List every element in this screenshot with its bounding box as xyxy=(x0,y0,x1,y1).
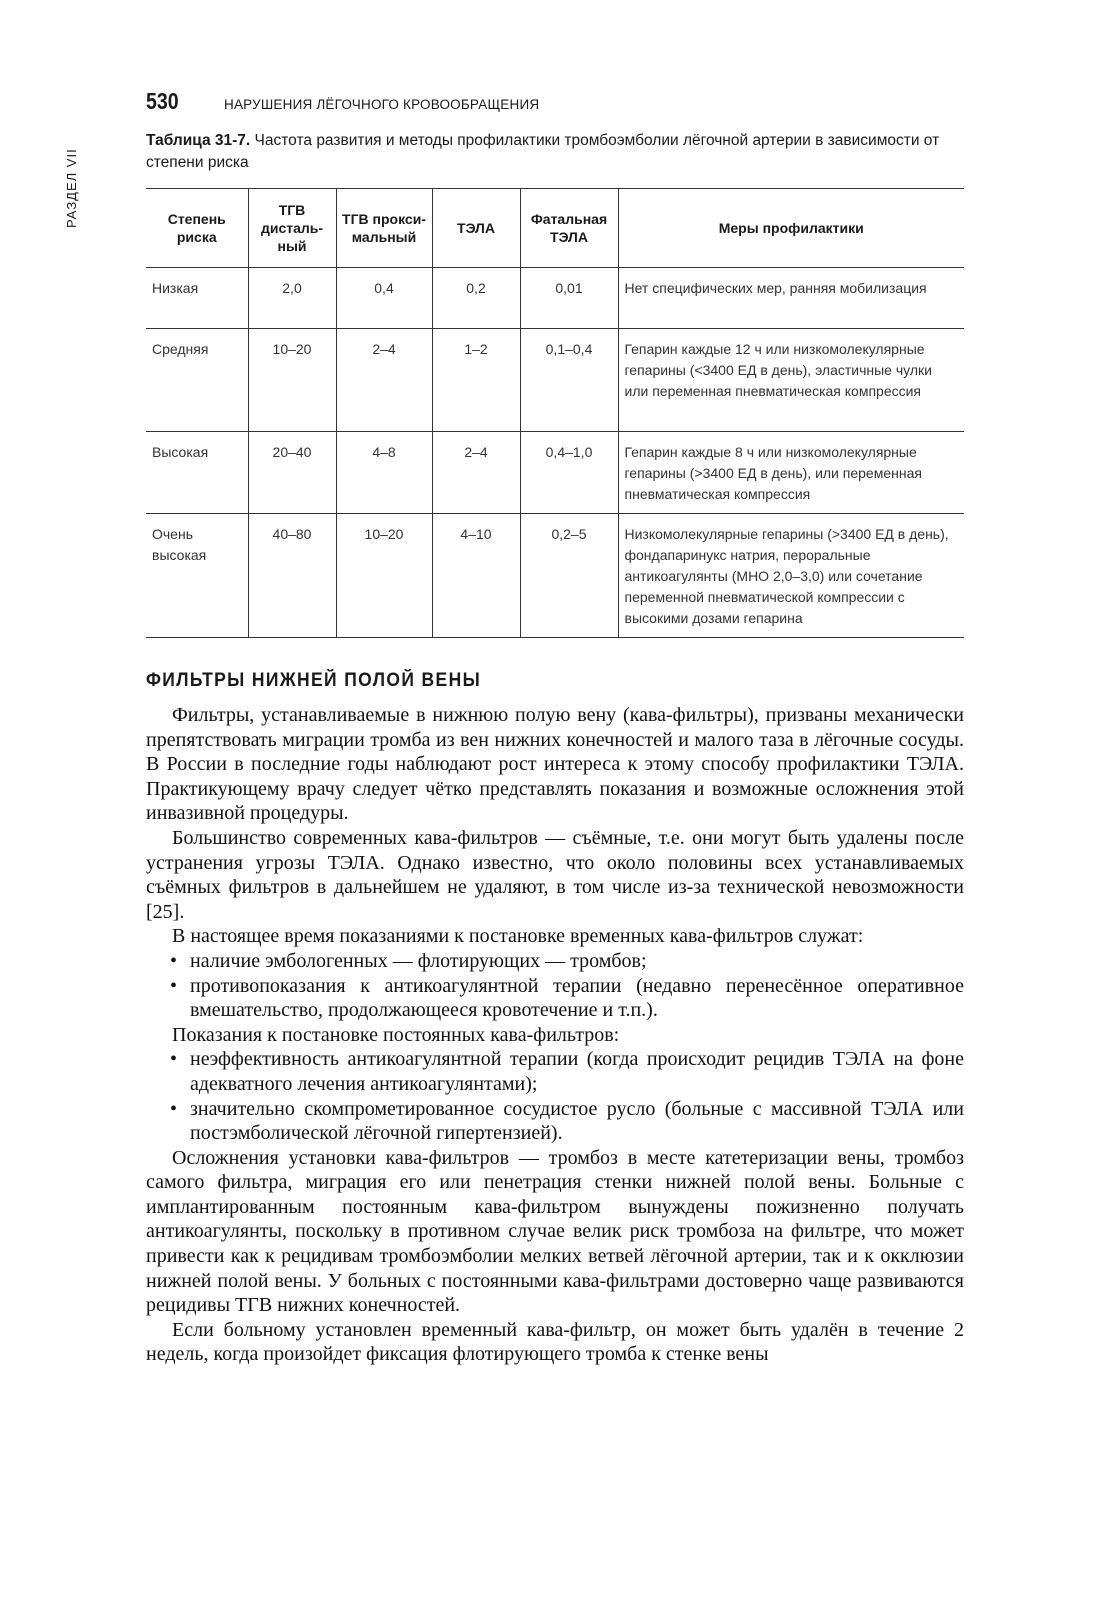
bullet-icon: • xyxy=(170,949,178,972)
list-item-text: противопоказания к антикоагулянтной терапии (недавно перенесённое оперативное вмешательство, продолжающееся кровотечение и т.п.). xyxy=(190,974,964,1022)
list-item xyxy=(146,1047,964,1096)
cell-pe: 4–10 xyxy=(432,514,520,638)
paragraph: Если больному установлен временный кава-фильтр, он может быть удалён в течение 2 недель, когда произойдет фиксация флотирующего тромба к стенке вены xyxy=(146,1318,964,1366)
table-caption xyxy=(146,130,966,174)
bullet-list xyxy=(146,1047,964,1145)
paragraph: Фильтры, устанавливаемые в нижнюю полую вену (кава-фильтры), призваны механически препятствовать миграции тромба из вен нижних конечностей и малого таза в лёгочные сосуды. В России в последние годы наблюдают рост интереса к этому способу профилактики ТЭЛА. Практикующему врачу следует чётко представлять показания и возможные осложнения этой инвазивной процедуры. xyxy=(146,704,964,825)
section-side-tab: РАЗДЕЛ VII xyxy=(64,148,79,228)
cell-fatal-pe: 0,1–0,4 xyxy=(520,329,618,432)
table-caption-text: Частота развития и методы профилактики тромбоэмболии лёгочной артерии в зависимости от степени риска xyxy=(146,132,940,171)
header-risk-level: Степень риска xyxy=(146,189,248,268)
table-row xyxy=(146,514,964,638)
cell-pe: 0,2 xyxy=(432,268,520,329)
cell-prevention: Нет специфических мер, ранняя мобилизация xyxy=(618,268,964,329)
bullet-icon: • xyxy=(170,1097,178,1120)
header-fatal-pe: Фатальная ТЭЛА xyxy=(520,189,618,268)
table-row xyxy=(146,268,964,329)
page-header xyxy=(146,88,966,115)
cell-risk-level: Низкая xyxy=(146,268,248,329)
header-dvt-proximal: ТГВ прокси-мальный xyxy=(336,189,432,268)
cell-dvt-proximal: 10–20 xyxy=(336,514,432,638)
cell-risk-level: Средняя xyxy=(146,329,248,432)
cell-dvt-distal: 40–80 xyxy=(248,514,336,638)
cell-prevention: Гепарин каждые 8 ч или низкомолекулярные гепарины (>3400 ЕД в день), или переменная пневматическая компрессия xyxy=(618,432,964,514)
paragraph: Показания к постановке постоянных кава-фильтров: xyxy=(172,1023,620,1046)
table-row xyxy=(146,432,964,514)
bullet-icon: • xyxy=(170,974,178,997)
header-prevention: Меры профилактики xyxy=(618,189,964,268)
cell-risk-level: Высокая xyxy=(146,432,248,514)
paragraph: В настоящее время показаниями к постановке временных кава-фильтров служат: xyxy=(172,925,864,948)
cell-fatal-pe: 0,2–5 xyxy=(520,514,618,638)
list-item-text: неэффективность антикоагулянтной терапии (когда происходит рецидив ТЭЛА на фоне адекватного лечения антикоагулянтами); xyxy=(190,1048,964,1095)
table-header-row xyxy=(146,189,964,268)
cell-dvt-distal: 20–40 xyxy=(248,432,336,514)
cell-prevention: Гепарин каждые 12 ч или низкомолекулярные гепарины (<3400 ЕД в день), эластичные чулки или переменная пневматическая компрессия xyxy=(618,329,964,432)
cell-dvt-proximal: 4–8 xyxy=(336,432,432,514)
list-item-text: наличие эмбологенных — флотирующих — тромбов; xyxy=(190,949,647,972)
page-number: 530 xyxy=(146,88,179,114)
list-item xyxy=(146,974,964,1023)
cell-dvt-proximal: 0,4 xyxy=(336,268,432,329)
table-row xyxy=(146,329,964,432)
cell-risk-level: Очень высокая xyxy=(146,514,248,638)
paragraph: Большинство современных кава-фильтров — съёмные, т.е. они могут быть удалены после устранения угрозы ТЭЛА. Однако известно, что около половины всех устанавливаемых съёмных фильтров в дальнейшем не удаляют, в том числе из-за технической невозможности [25]. xyxy=(146,826,964,923)
cell-fatal-pe: 0,01 xyxy=(520,268,618,329)
list-item xyxy=(146,1097,964,1146)
cell-pe: 1–2 xyxy=(432,329,520,432)
paragraph: Осложнения установки кава-фильтров — тромбоз в месте катетеризации вены, тромбоз самого фильтра, миграция его или пенетрация стенки нижней полой вены. Больные с имплантированным постоянным кава-фильтром вынуждены пожизненно получать антикоагулянты, поскольку в противном случае велик риск тромбоза на фильтре, что может привести как к рецидивам тромбоэмболии мелких ветвей лёгочной артерии, так и к окклюзии нижней полой вены. У больных с постоянными кава-фильтрами достоверно чаще развиваются рецидивы ТГВ нижних конечностей. xyxy=(146,1146,964,1317)
cell-dvt-distal: 2,0 xyxy=(248,268,336,329)
list-item-text: значительно скомпрометированное сосудистое русло (больные с массивной ТЭЛА или постэмболической лёгочной гипертензией). xyxy=(190,1097,964,1145)
cell-dvt-distal: 10–20 xyxy=(248,329,336,432)
running-title: НАРУШЕНИЯ ЛЁГОЧНОГО КРОВООБРАЩЕНИЯ xyxy=(224,97,540,112)
header-pe: ТЭЛА xyxy=(432,189,520,268)
cell-dvt-proximal: 2–4 xyxy=(336,329,432,432)
risk-table xyxy=(146,188,964,638)
cell-fatal-pe: 0,4–1,0 xyxy=(520,432,618,514)
table-caption-label: Таблица 31-7. xyxy=(146,132,251,149)
cell-pe: 2–4 xyxy=(432,432,520,514)
bullet-icon: • xyxy=(170,1048,178,1071)
bullet-list xyxy=(146,949,964,1023)
cell-prevention: Низкомолекулярные гепарины (>3400 ЕД в день), фондапаринукс натрия, пероральные антикоагулянты (МНО 2,0–3,0) или сочетание переменной пневматической компрессии с высокими дозами гепарина xyxy=(618,514,964,638)
list-item xyxy=(146,949,964,974)
header-dvt-distal: ТГВ дисталь-ный xyxy=(248,189,336,268)
section-heading: ФИЛЬТРЫ НИЖНЕЙ ПОЛОЙ ВЕНЫ xyxy=(146,670,482,691)
section-body xyxy=(146,703,964,1367)
